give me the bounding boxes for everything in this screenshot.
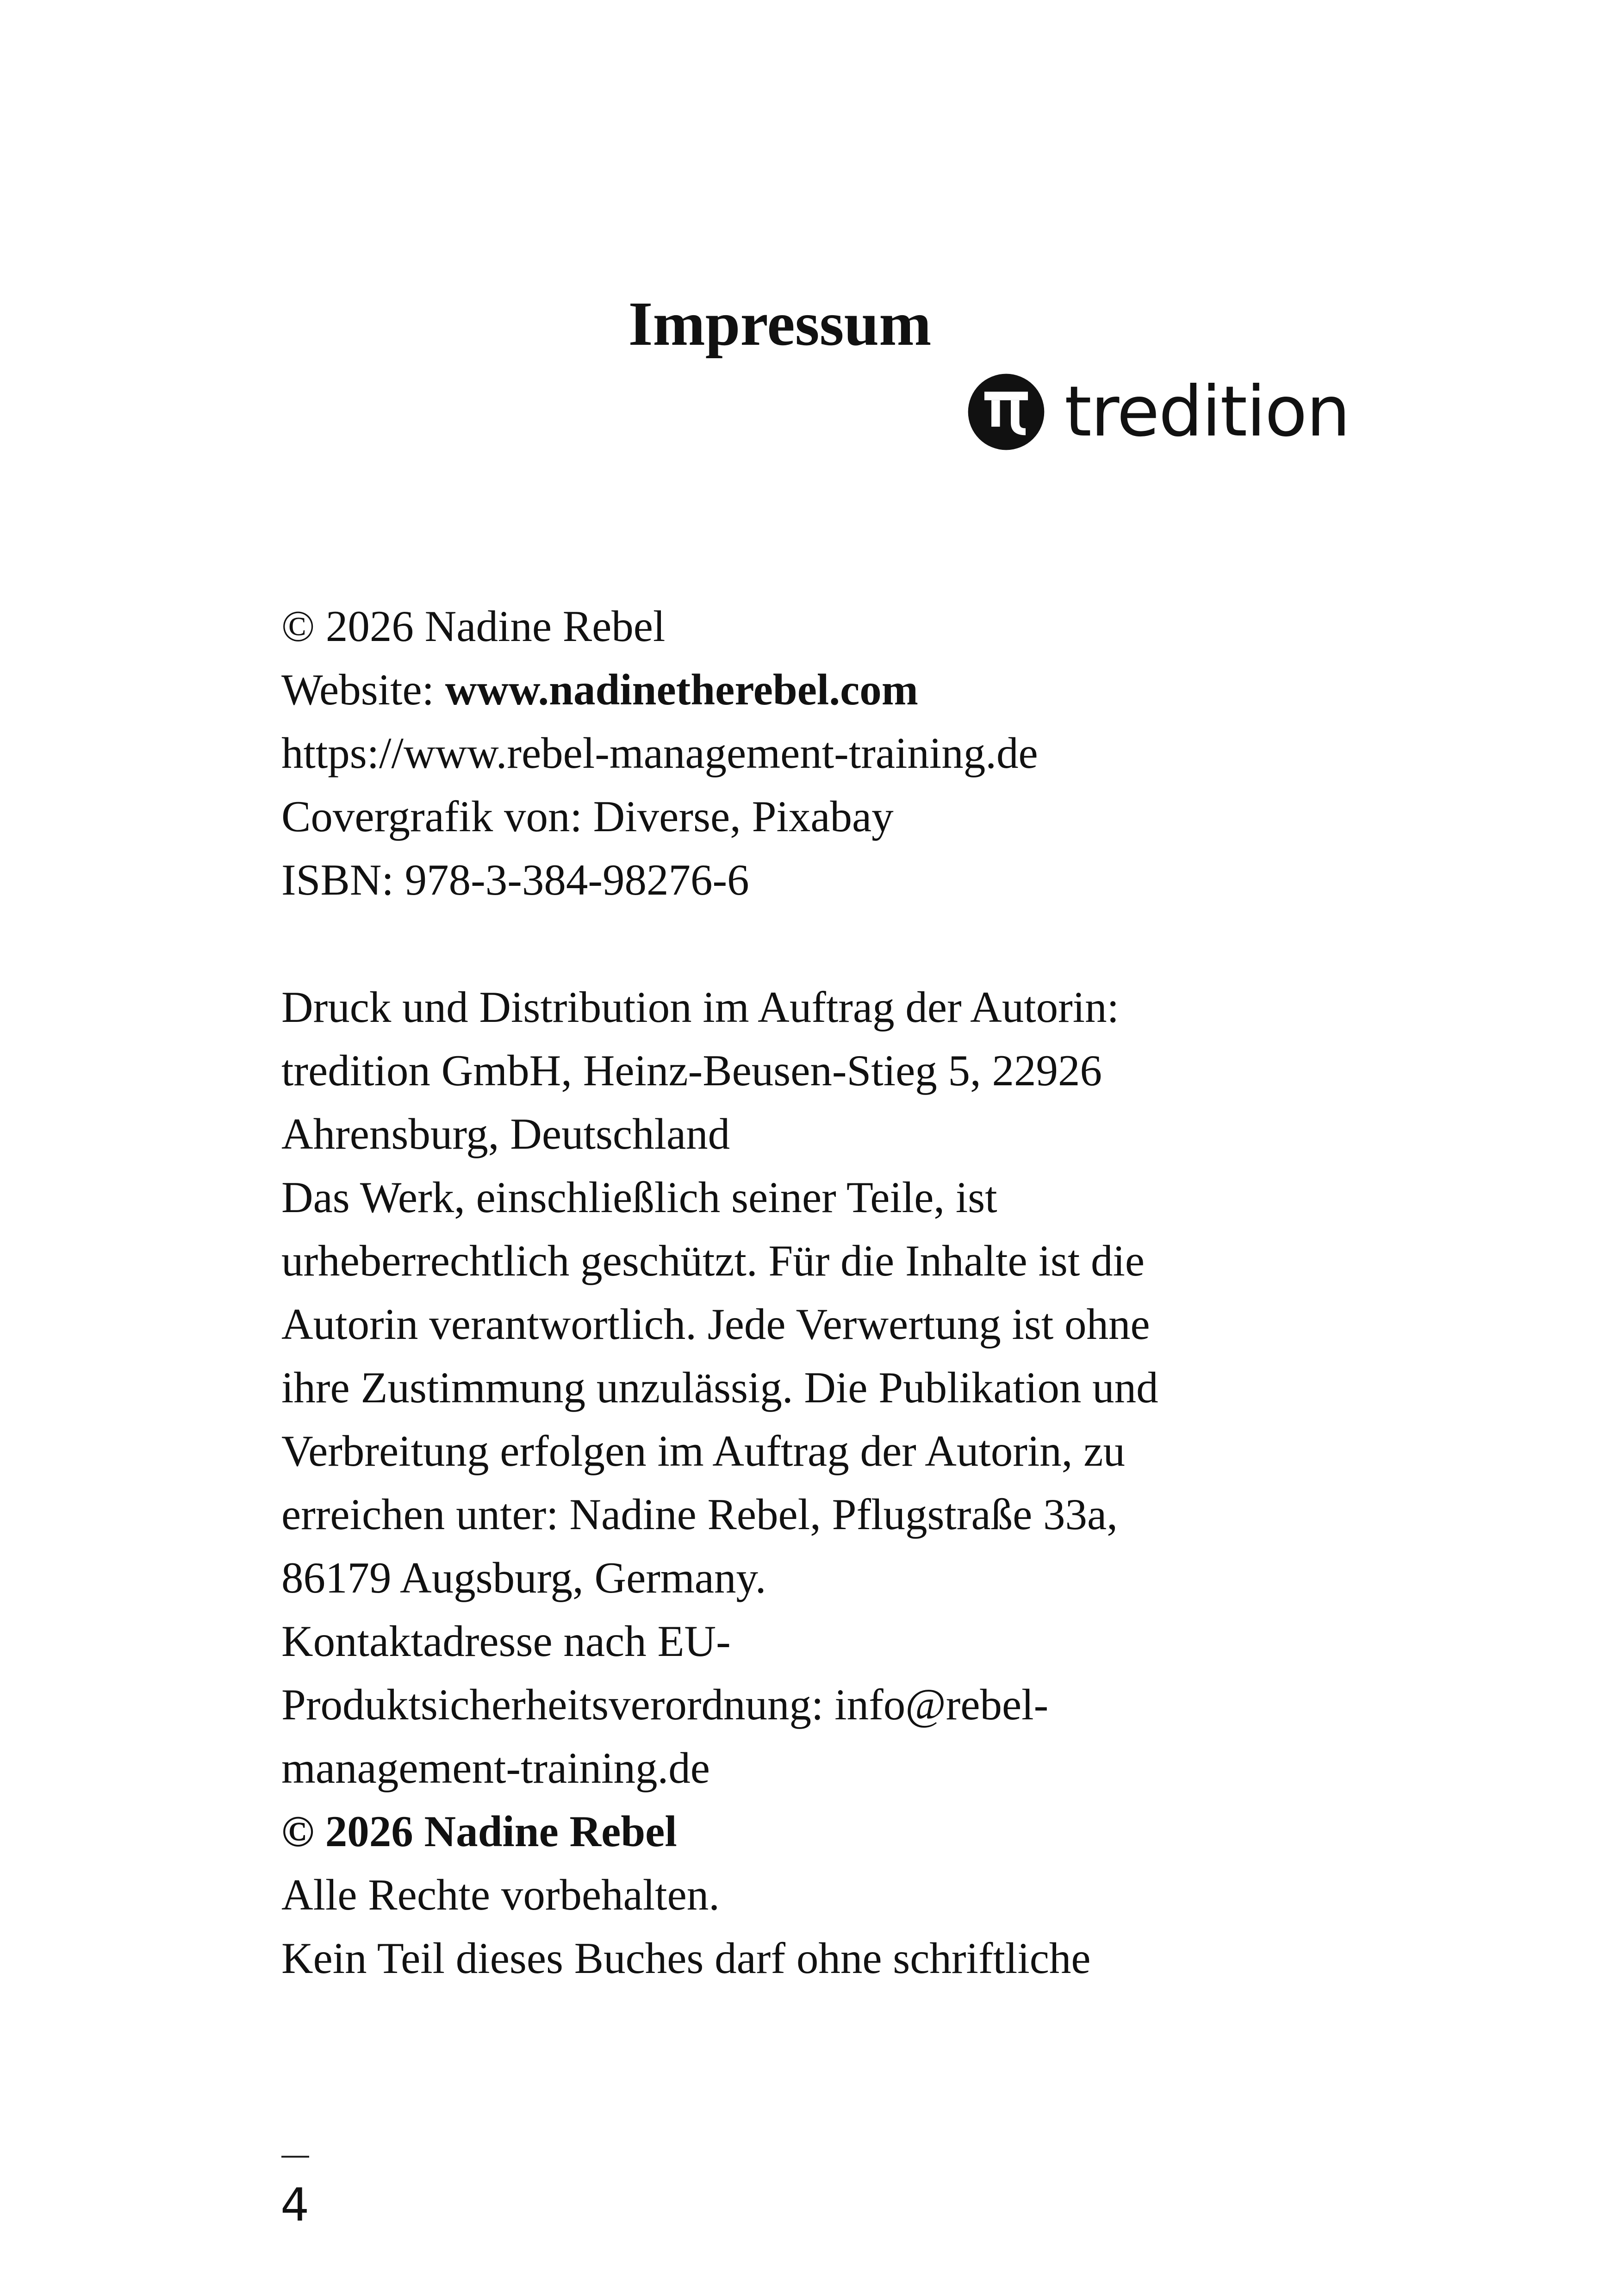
legal-line: 86179 Augsburg, Germany. xyxy=(281,1553,766,1602)
legal-line: Kontaktadresse nach EU- xyxy=(281,1617,731,1666)
legal-line: Kein Teil dieses Buches darf ohne schriftliche xyxy=(281,1934,1091,1983)
contact-email-line: Produktsicherheitsverordnung: info@rebel- xyxy=(281,1680,1049,1729)
publisher-logo xyxy=(967,370,1350,454)
copyright-line: © 2026 Nadine Rebel xyxy=(281,602,666,651)
legal-block xyxy=(281,976,1531,1990)
legal-line: Autorin verantwortlich. Jede Verwertung ist ohne xyxy=(281,1300,1150,1349)
training-website-link[interactable]: https://www.rebel-management-training.de xyxy=(281,728,1038,778)
website-label: Website: xyxy=(281,665,445,714)
legal-line: erreichen unter: Nadine Rebel, Pflugstraße 33a, xyxy=(281,1490,1118,1539)
legal-line: Ahrensburg, Deutschland xyxy=(281,1109,730,1158)
cover-credit: Covergrafik von: Diverse, Pixabay xyxy=(281,792,894,841)
copyright-bold: © 2026 Nadine Rebel xyxy=(281,1807,677,1856)
rights-reserved: Alle Rechte vorbehalten. xyxy=(281,1870,720,1919)
imprint-block xyxy=(281,595,1531,912)
tredition-logo-icon xyxy=(967,373,1045,451)
page-title: Impressum xyxy=(628,289,932,359)
legal-line: Das Werk, einschließlich seiner Teile, ist xyxy=(281,1173,997,1222)
legal-line: urheberrechtlich geschützt. Für die Inhalte ist die xyxy=(281,1236,1145,1285)
website-link[interactable]: www.nadinetherebel.com xyxy=(445,665,918,714)
legal-line: tredition GmbH, Heinz-Beusen-Stieg 5, 22926 xyxy=(281,1046,1102,1095)
footer-rule xyxy=(281,2156,309,2158)
page-number: 4 xyxy=(280,2179,310,2232)
publisher-logo-text: tredition xyxy=(1064,372,1350,452)
legal-line: Druck und Distribution im Auftrag der Autorin: xyxy=(281,983,1120,1032)
website-line xyxy=(281,658,1531,722)
contact-email-line: management-training.de xyxy=(281,1743,710,1792)
isbn: ISBN: 978-3-384-98276-6 xyxy=(281,855,749,904)
legal-line: ihre Zustimmung unzulässig. Die Publikation und xyxy=(281,1363,1158,1412)
legal-line: Verbreitung erfolgen im Auftrag der Autorin, zu xyxy=(281,1426,1125,1475)
